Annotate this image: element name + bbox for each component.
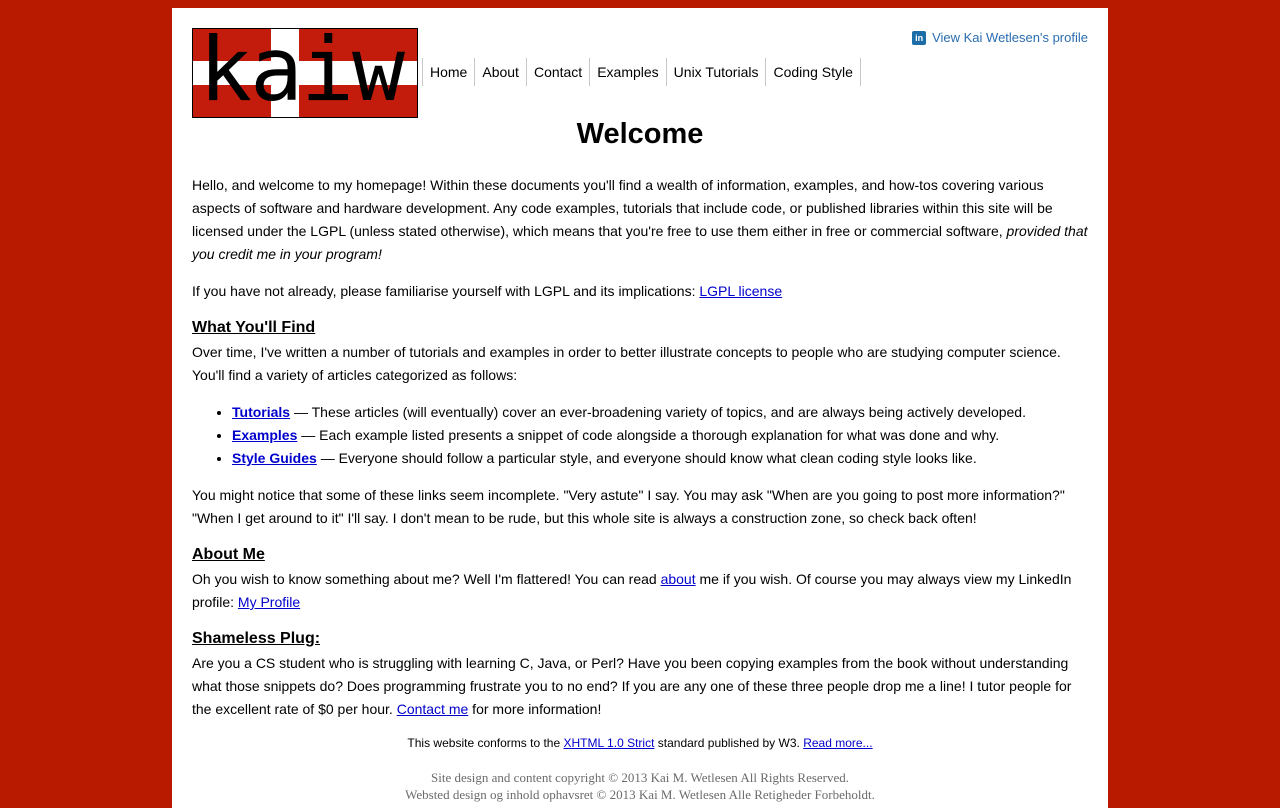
conform-text: This website conforms to the [407,736,564,750]
find-heading: What You'll Find [192,319,316,336]
site-logo[interactable] [192,28,418,118]
nav-about[interactable]: About [474,58,526,86]
list-item [232,424,1090,447]
main-nav [422,58,861,86]
copyright-english: Site design and content copyright © 2013 Kai M. Wetlesen All Rights Reserved. [430,770,850,785]
page-container [172,8,1108,808]
plug-heading: Shameless Plug: [192,630,321,647]
page-title: Welcome [576,118,704,150]
nav-contact[interactable]: Contact [526,58,589,86]
standards-footer [172,736,1108,750]
linkedin-icon: in [912,31,926,45]
copyright-footer [172,769,1108,803]
plug-text-cont: for more information! [468,701,602,717]
nav-home[interactable]: Home [422,58,474,86]
find-paragraph: Over time, I've written a number of tutorials and examples in order to better illustrate concepts to people who are studying computer science. You'll find a variety of articles categorized as follows: [192,344,1061,383]
list-item [232,447,1090,470]
conform-text-cont: standard published by W3. [654,736,804,750]
style-guides-link[interactable]: Style Guides [232,450,317,466]
intro-paragraph [192,174,1090,266]
construction-note: You might notice that some of these links seem incomplete. "Very astute" I say. You may ask "When are you going to post more information?" "When I get around to it" I'll say. I don't mean to be rude, but this whole site is always a construction zone, so check back often! [192,487,1065,526]
logo-text: kaiw [199,28,403,118]
list-item [232,401,1090,424]
nav-coding-style[interactable]: Coding Style [765,58,860,86]
examples-link[interactable]: Examples [232,427,298,443]
intro-text: Hello, and welcome to my homepage! Within these documents you'll find a wealth of information, examples, and how-tos covering various aspects of software and hardware development. Any code examples, tutorials that include code, or published libraries within this site will be licensed under the LGPL (unless stated otherwise), which means that you're free to use them either in free or commercial software, [192,177,1053,239]
plug-paragraph [192,652,1090,721]
list-item-text: — Everyone should follow a particular style, and everyone should know what clean coding style looks like. [316,450,977,466]
nav-unix-tutorials[interactable]: Unix Tutorials [666,58,766,86]
plug-text: Are you a CS student who is struggling with learning C, Java, or Perl? Have you been copying examples from the book without understanding what those snippets do? Does programming frustrate you to no end? If you are any one of these three people drop me a line! I tutor people for the excellent rate of $0 per hour. [192,655,1072,717]
about-text: Oh you wish to know something about me? Well I'm flattered! You can read [192,571,661,587]
linkedin-label: View Kai Wetlesen's profile [932,30,1088,45]
my-profile-link[interactable]: My Profile [237,594,301,610]
lgpl-license-link[interactable]: LGPL license [699,283,783,299]
lgpl-text: If you have not already, please familiarise yourself with LGPL and its implications: [192,283,700,299]
nav-examples[interactable]: Examples [589,58,665,86]
xhtml-link[interactable]: XHTML 1.0 Strict [563,736,655,750]
about-link[interactable]: about [660,571,696,587]
main-content [192,174,1090,735]
linkedin-profile-link[interactable] [912,30,1088,45]
tutorials-link[interactable]: Tutorials [232,404,291,420]
read-more-link[interactable]: Read more... [803,736,873,750]
about-text-cont: me if you wish. Of course you may always view my LinkedIn profile: [192,571,1072,610]
article-category-list [192,401,1090,470]
list-item-text: — Each example listed presents a snippet of code alongside a thorough explanation for what was done and why. [297,427,1000,443]
copyright-norwegian: Websted design og inhold ophavsret © 2013 Kai M. Wetlesen Alle Retigheder Forbeholdt. [405,787,875,802]
intro-emphasis: provided that you credit me in your program! [192,223,1088,262]
list-item-text: — These articles (will eventually) cover an ever-broadening variety of topics, and are always being actively developed. [290,404,1026,420]
about-heading: About Me [192,546,265,563]
about-paragraph [192,568,1090,614]
contact-me-link[interactable]: Contact me [396,701,469,717]
lgpl-paragraph [192,280,1090,303]
